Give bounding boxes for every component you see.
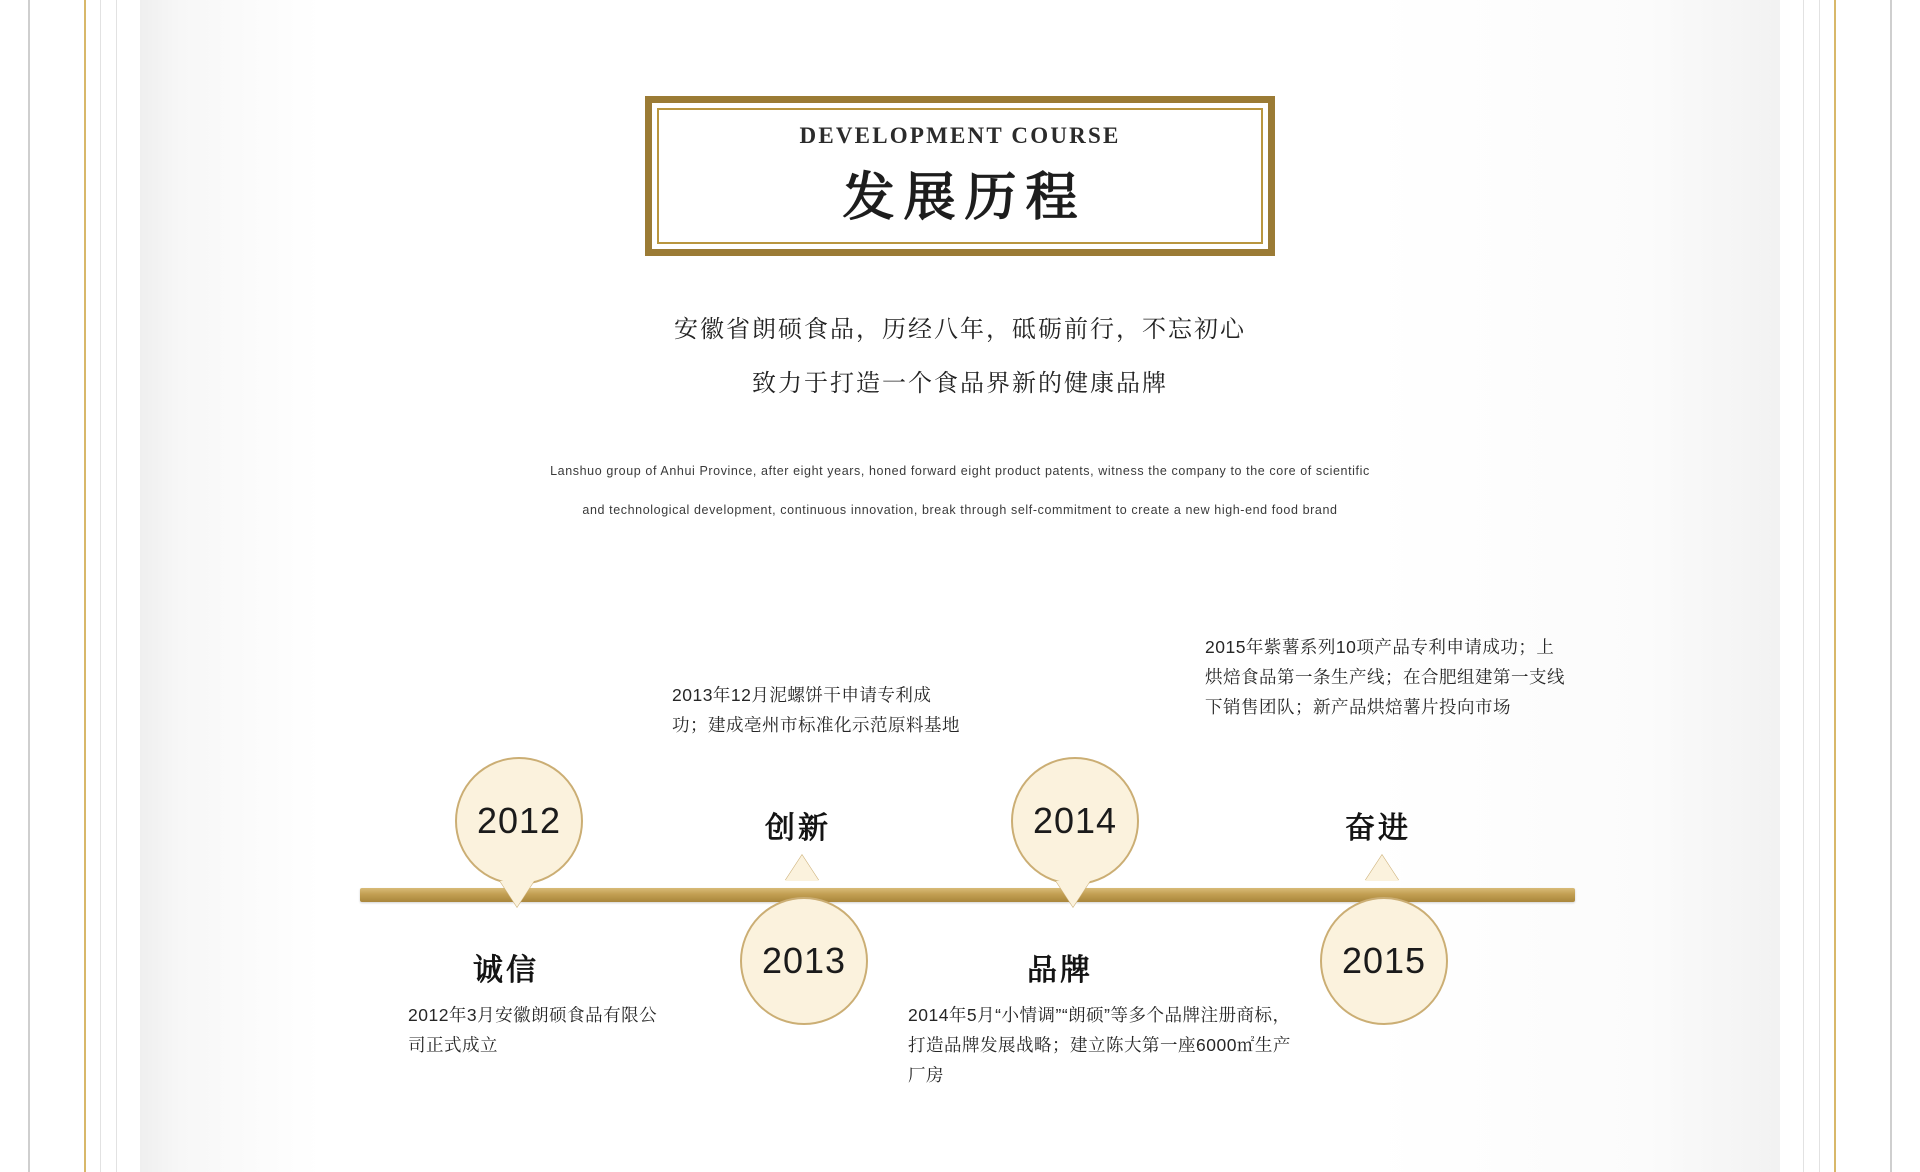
page-title-english: DEVELOPMENT COURSE	[799, 122, 1121, 148]
timeline-pointer-down	[1056, 881, 1090, 907]
timeline-description-2015: 2015年紫薯系列10项产品专利申请成功；上烘焙食品第一条生产线；在合肥组建第一支线下销售团队；新产品烘焙薯片投向市场	[1205, 637, 1565, 718]
timeline-description-2012: 2012年3月安徽朗硕食品有限公司正式成立	[408, 1005, 658, 1056]
timeline-description-2014: 2014年5月“小情调”“朗硕”等多个品牌注册商标，打造品牌发展战略；建立陈大第一座6000㎡生产厂房	[908, 1005, 1291, 1086]
intro-line-2: 致力于打造一个食品界新的健康品牌	[752, 370, 1168, 397]
timeline-keyword-2015: 奋进	[1345, 812, 1411, 845]
page-title: 发展历程	[842, 168, 1087, 227]
timeline-keyword-2014: 品牌	[1027, 954, 1093, 987]
timeline-year-2013: 2013	[740, 897, 868, 1025]
timeline-year-2014: 2014	[1011, 757, 1139, 885]
intro-english-line-2: and technological development, continuous innovation, break through self-commitment to create a new high-end food brand	[582, 502, 1338, 517]
intro-english-line-1: Lanshuo group of Anhui Province, after eight years, honed forward eight product patents, witness the company to the core of scientific	[550, 464, 1370, 478]
timeline-keyword-2012: 诚信	[473, 954, 539, 987]
intro-line-1: 安徽省朗硕食品，历经八年，砥砺前行，不忘初心	[674, 316, 1246, 343]
timeline-year-2015: 2015	[1320, 897, 1448, 1025]
timeline-pointer-up	[1365, 855, 1399, 881]
timeline-pointer-up	[785, 855, 819, 881]
timeline-keyword-2013: 创新	[765, 812, 831, 845]
timeline-year-2012: 2012	[455, 757, 583, 885]
timeline-description-2013: 2013年12月泥螺饼干申请专利成功；建成亳州市标准化示范原料基地	[672, 685, 960, 736]
timeline-pointer-down	[500, 881, 534, 907]
